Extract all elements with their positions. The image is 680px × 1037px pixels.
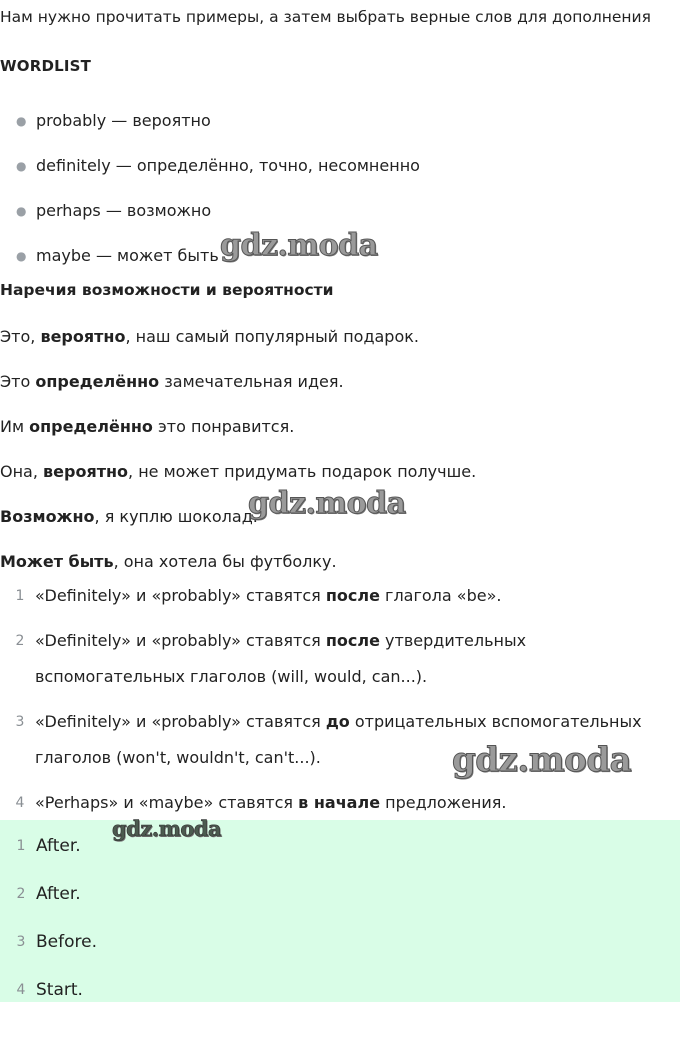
- rule-item: [0, 628, 680, 709]
- rule-item: [0, 790, 680, 820]
- section-heading: Наречия возможности и вероятности: [0, 281, 334, 299]
- wordlist-entry: maybe — может быть: [36, 246, 219, 265]
- examples-list: [0, 326, 476, 596]
- answer-number: 2: [16, 886, 26, 902]
- answer-text: After.: [36, 836, 81, 856]
- answer-number: 4: [16, 982, 26, 998]
- rule-number: 1: [15, 588, 25, 604]
- rule-number: 3: [15, 714, 25, 730]
- example-sentence: [0, 371, 476, 416]
- example-text: , я куплю шоколад.: [94, 507, 258, 526]
- example-text: Им: [0, 417, 30, 436]
- rule-number: 4: [15, 795, 25, 811]
- example-text: , не может придумать подарок получше.: [128, 462, 477, 481]
- answer-item: [0, 972, 83, 1008]
- rule-text-part: «Definitely» и «probably» ставятся: [35, 586, 326, 605]
- example-text: , наш самый популярный подарок.: [125, 327, 419, 346]
- list-item: [16, 108, 420, 153]
- example-sentence: [0, 326, 476, 371]
- example-text: замечательная идея.: [159, 372, 344, 391]
- example-keyword: вероятно: [43, 462, 129, 481]
- answers-panel: [0, 820, 680, 1002]
- example-keyword: Возможно: [0, 507, 95, 526]
- rule-text: [35, 623, 675, 695]
- example-text: Она,: [0, 462, 44, 481]
- answer-number: 1: [16, 838, 26, 854]
- rule-keyword: после: [325, 631, 380, 650]
- answer-number: 3: [16, 934, 26, 950]
- rule-text-part: утвердительных вспомогательных глаголов (will, would, can...).: [35, 631, 527, 686]
- bullet-icon: ●: [16, 204, 27, 218]
- rule-keyword: в начале: [298, 793, 381, 812]
- rules-list: [0, 583, 680, 820]
- wordlist-heading: WORDLIST: [0, 57, 92, 75]
- wordlist-entry: perhaps — возможно: [36, 201, 212, 220]
- watermark: gdz.moda: [248, 486, 406, 521]
- example-text: , она хотела бы футболку.: [113, 552, 337, 571]
- intro-text: Нам нужно прочитать примеры, а затем выбрать верные слов для дополнения: [0, 8, 651, 26]
- rule-item: [0, 583, 680, 628]
- answer-text: Start.: [36, 980, 83, 1000]
- rule-number: 2: [15, 633, 25, 649]
- wordlist-entry: definitely — определённо, точно, несомненно: [36, 156, 420, 175]
- rule-text: [35, 578, 675, 614]
- bullet-icon: ●: [16, 249, 27, 263]
- rule-text-part: отрицательных вспомогательных глаголов (won't, wouldn't, can't...).: [35, 712, 642, 767]
- example-text: Это: [0, 372, 36, 391]
- rule-keyword: до: [325, 712, 350, 731]
- wordlist-entry: probably — вероятно: [36, 111, 211, 130]
- list-item: [16, 153, 420, 198]
- example-keyword: Может быть: [0, 552, 114, 571]
- example-sentence: [0, 416, 476, 461]
- rule-text-part: «Definitely» и «probably» ставятся: [35, 712, 326, 731]
- answer-text: Before.: [36, 932, 97, 952]
- rule-text-part: «Perhaps» и «maybe» ставятся: [35, 793, 299, 812]
- bullet-icon: ●: [16, 159, 27, 173]
- rule-text-part: «Definitely» и «probably» ставятся: [35, 631, 326, 650]
- answer-item: [0, 876, 81, 912]
- answer-item: [0, 924, 97, 960]
- example-text: Это,: [0, 327, 41, 346]
- watermark: gdz.moda: [452, 740, 632, 780]
- answer-item: [0, 828, 81, 864]
- rule-text-part: предложения.: [380, 793, 507, 812]
- answer-text: After.: [36, 884, 81, 904]
- watermark: gdz.moda: [220, 228, 378, 263]
- example-text: это понравится.: [152, 417, 295, 436]
- watermark: gdz.moda: [112, 816, 222, 841]
- example-keyword: определённо: [29, 417, 153, 436]
- rule-text-part: глагола «be».: [379, 586, 502, 605]
- example-keyword: определённо: [35, 372, 160, 391]
- bullet-icon: ●: [16, 114, 27, 128]
- example-keyword: вероятно: [40, 327, 126, 346]
- rule-keyword: после: [325, 586, 380, 605]
